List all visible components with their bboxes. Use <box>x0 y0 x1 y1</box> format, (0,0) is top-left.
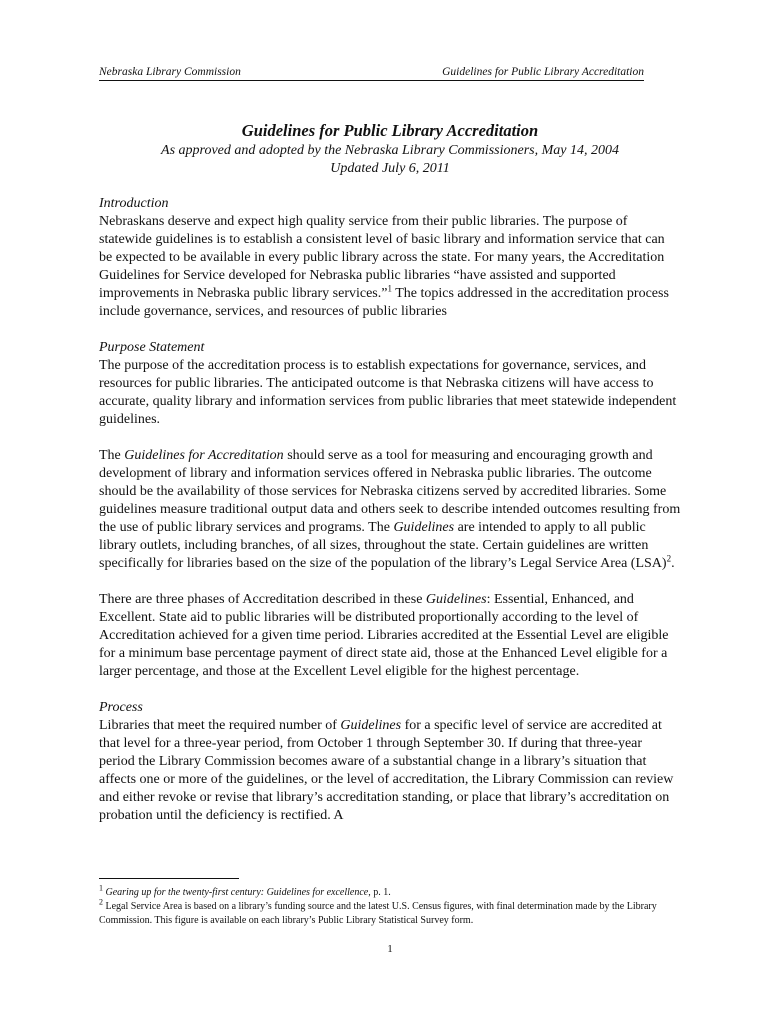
introduction-paragraph <box>99 213 681 321</box>
process-heading: Process <box>99 700 143 715</box>
footnote-1-title: Gearing up for the twenty-first century: Guidelines for excellence <box>105 887 369 898</box>
footnote-1 <box>99 883 681 900</box>
footnote-ref-2: 2 <box>666 553 672 564</box>
header-rule <box>99 80 644 81</box>
phases-emphasis-1: Guidelines <box>425 592 487 607</box>
guidelines-text-3: are intended to apply to all public library outlets, including branches, of all sizes, throughout the state. Certain guidelines are written specifically for libraries based on the size of the population of the library’s Legal Service Area (LSA) <box>99 520 667 571</box>
title-block <box>99 120 681 178</box>
footnote-2-number: 2 <box>99 897 103 907</box>
footnote-rule <box>99 878 239 879</box>
introduction-heading: Introduction <box>99 196 169 211</box>
guidelines-emphasis-2: Guidelines <box>393 520 455 535</box>
footnote-1-number: 1 <box>99 883 103 893</box>
phases-text-1: There are three phases of Accreditation described in these <box>99 592 426 607</box>
footnote-2 <box>99 897 681 928</box>
phases-text-2: : Essential, Enhanced, and Excellent. State aid to public libraries will be distributed proportionally according to the level of Accreditation achieved for a given time period. Libraries accredited at the Essential Level are eligible for a minimum base percentage payment of direct state aid, those at the Enhanced Level eligible for a larger percentage, and those at the Excellent Level eligible for the highest percentage. <box>99 592 669 679</box>
page-number: 1 <box>387 943 393 955</box>
introduction-text-a: Nebraskans deserve and expect high quality service from their public libraries. The purpose of statewide guidelines is to establish a consistent level of basic library and information service that can be expected to be available in every public library across the state. For many years, the Accreditation Guidelines for Service developed for Nebraska public libraries “have assisted and supported improvements in Nebraska public library services.” <box>99 214 665 301</box>
guidelines-text-2: should serve as a tool for measuring and encouraging growth and development of library and information services offered in Nebraska public libraries. The outcome should be the availability of those services for Nebraska citizens served by accredited libraries. Some guidelines measure traditional output data and others seek to describe intended outcomes resulting from the use of public library services and programs. The <box>99 448 681 535</box>
footnote-2-text: Legal Service Area is based on a library’s funding source and the latest U.S. Census figures, with final determination made by the Library Commission. This figure is available on each library’s Public Library Statistical Survey form. <box>99 901 657 926</box>
introduction-text-b: The topics addressed in the accreditation process include governance, services, and resources of public libraries <box>99 286 669 319</box>
purpose-heading: Purpose Statement <box>99 340 205 355</box>
process-emphasis-1: Guidelines <box>340 718 402 733</box>
document-body <box>99 195 681 825</box>
header-right: Guidelines for Public Library Accreditation <box>442 66 644 78</box>
document-title: Guidelines for Public Library Accreditation <box>241 121 539 140</box>
footnote-ref-1: 1 <box>387 283 392 294</box>
phases-paragraph <box>99 591 681 681</box>
header-left: Nebraska Library Commission <box>99 66 241 78</box>
footnotes <box>99 883 681 928</box>
footnote-1-text: , p. 1. <box>368 887 391 898</box>
guidelines-text-1: The <box>99 448 125 463</box>
guidelines-paragraph <box>99 447 681 573</box>
process-text-2: for a specific level of service are accredited at that level for a three-year period, from October 1 through September 30. If during that three-year period the Library Commission becomes aware of a substantial change in a library’s situation that affects one or more of the guidelines, or the level of accreditation, the Library Commission can review and either revoke or revise that library’s accreditation standing, or place that library’s accreditation on probation until the deficiency is rectified. A <box>99 718 674 823</box>
process-text-1: Libraries that meet the required number of <box>99 718 341 733</box>
purpose-paragraph: The purpose of the accreditation process is to establish expectations for governance, services, and resources for public libraries. The anticipated outcome is that Nebraska citizens will have access to accurate, quality library and information services from public libraries that meet statewide independent guidelines. <box>99 358 677 427</box>
guidelines-emphasis-1: Guidelines for Accreditation <box>124 448 284 463</box>
document-subtitle: As approved and adopted by the Nebraska Library Commissioners, May 14, 2004 <box>161 143 619 158</box>
document-updated-date: Updated July 6, 2011 <box>330 161 450 176</box>
guidelines-text-4: . <box>671 556 675 571</box>
process-paragraph <box>99 717 681 825</box>
